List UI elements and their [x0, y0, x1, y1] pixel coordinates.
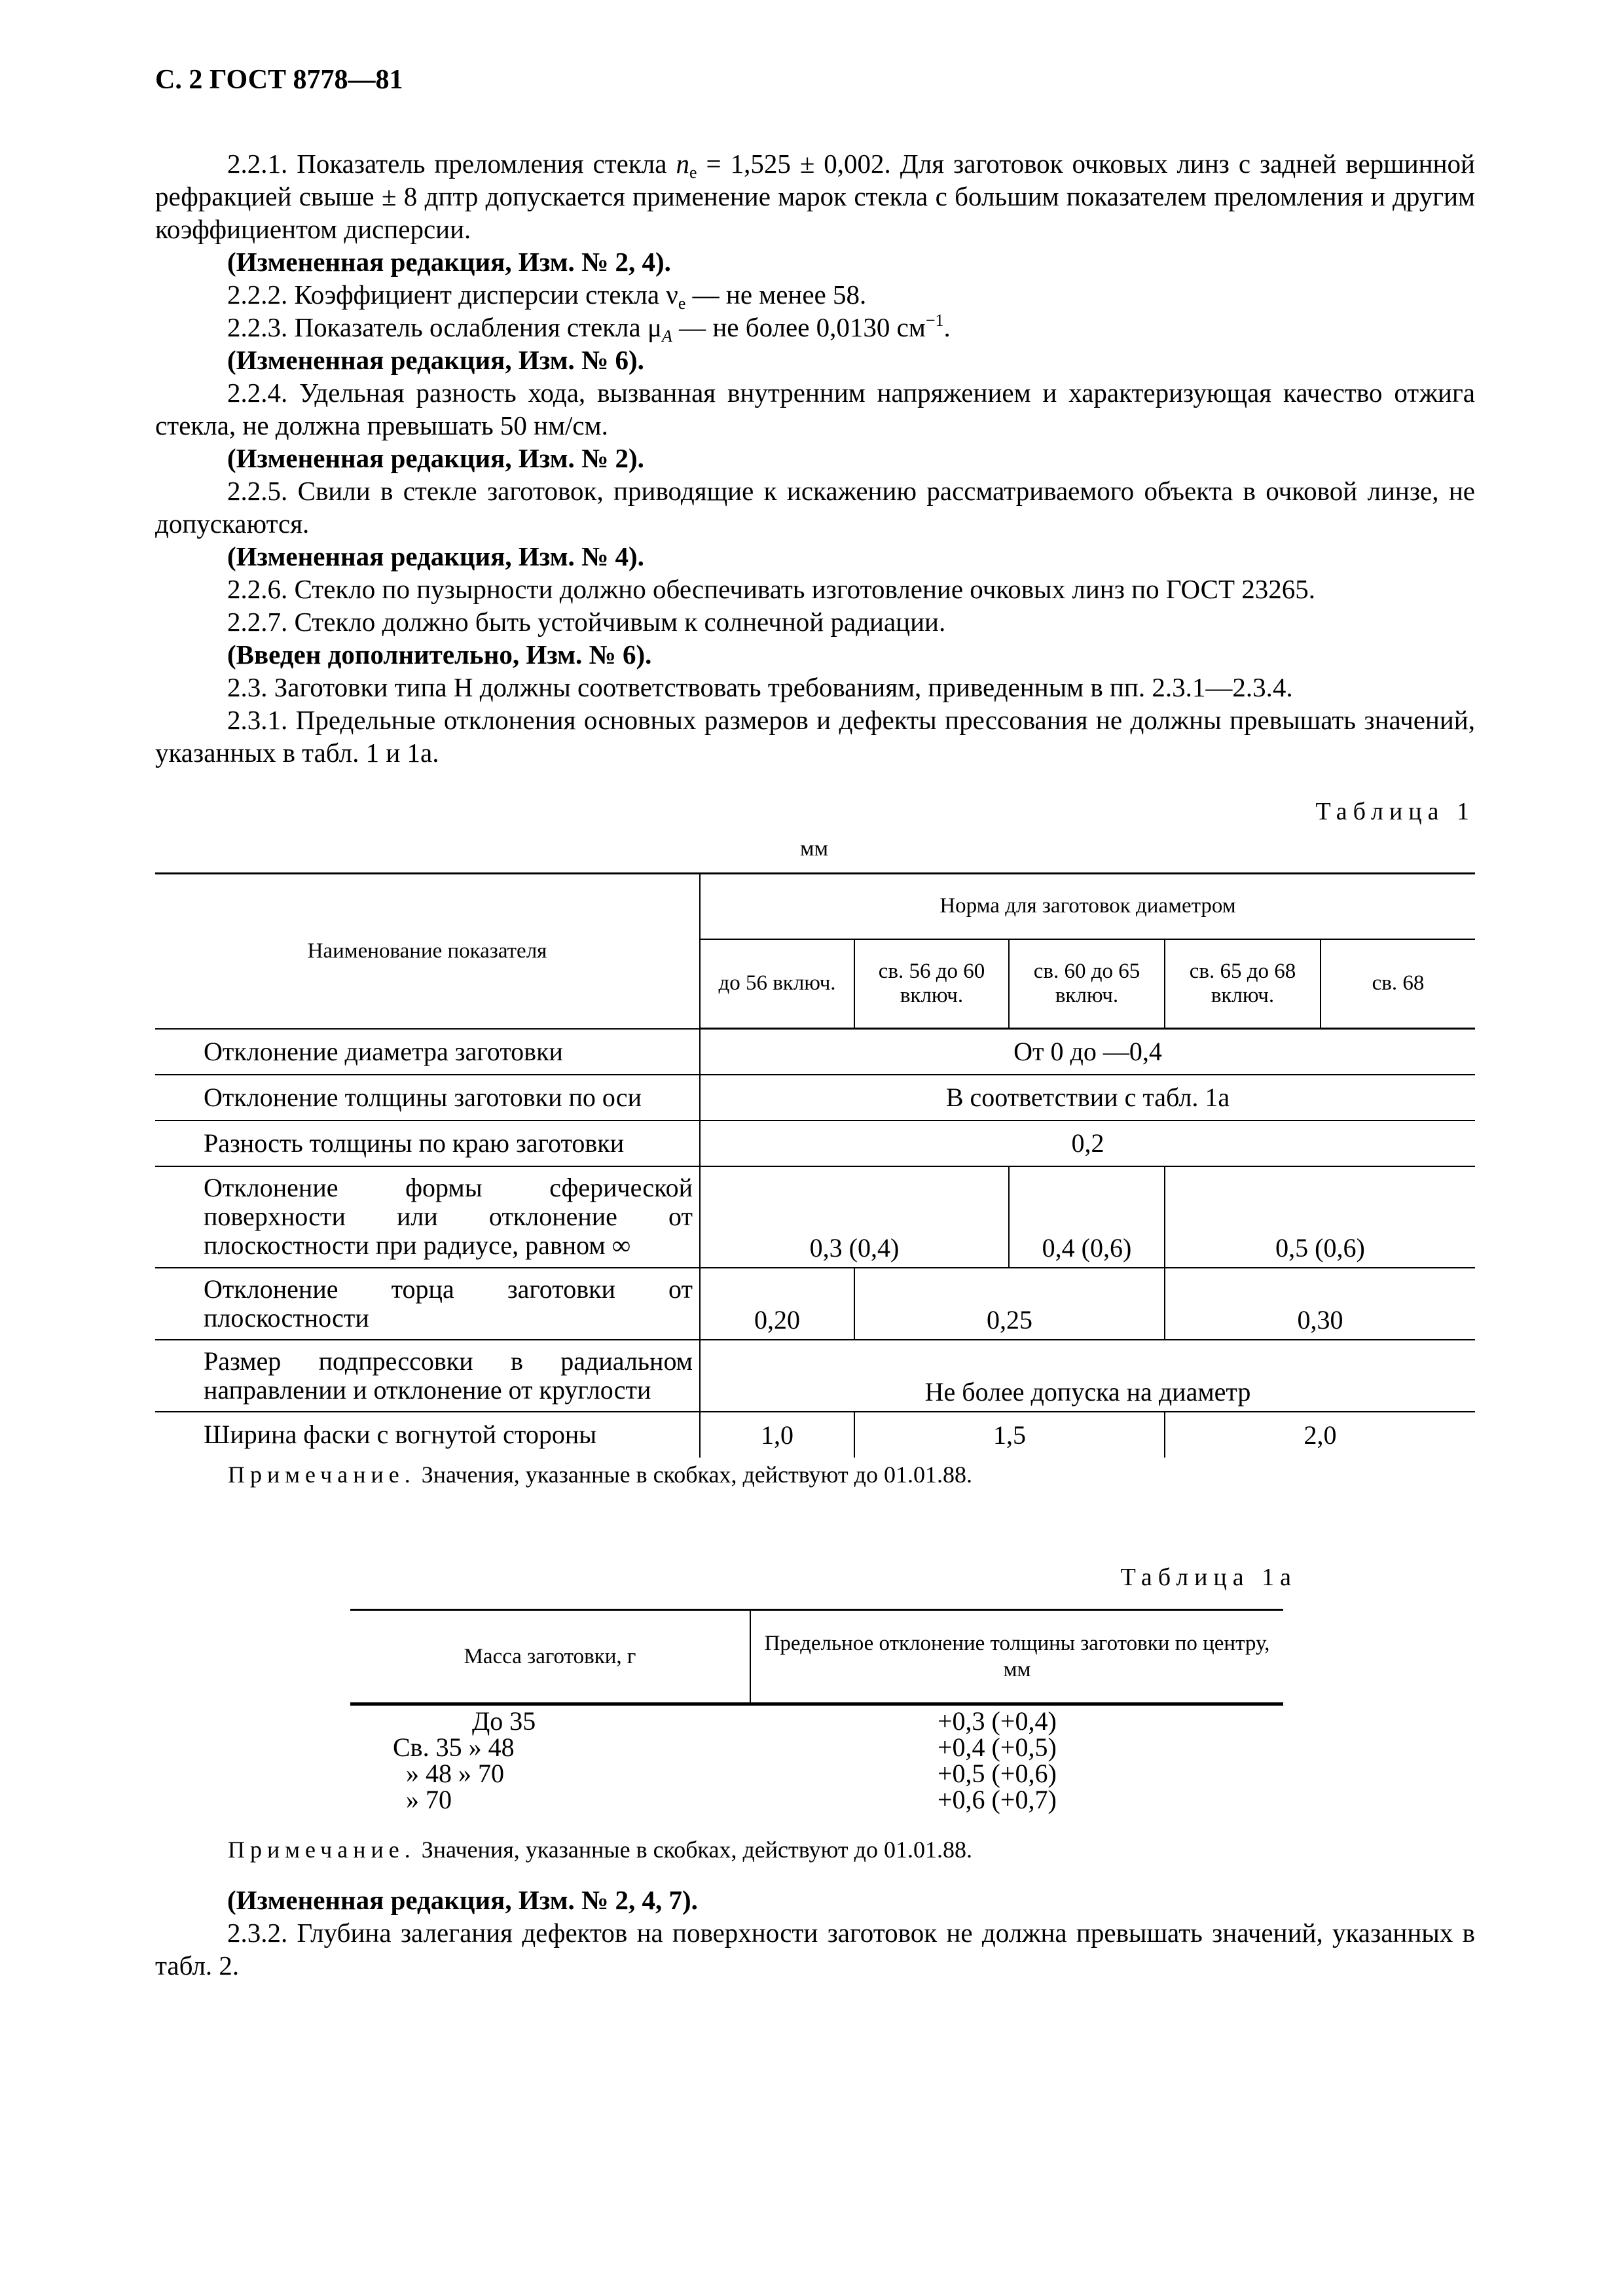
edition-note: (Измененная редакция, Изм. № 4). [227, 541, 644, 571]
deviation-cell: +0,5 (+0,6) [938, 1759, 1057, 1788]
row-label: Отклонение формы сферической поверхности или отклонение от плоскостности при радиусе, равном ∞ [155, 1166, 700, 1268]
page-header: С. 2 ГОСТ 8778—81 [155, 65, 403, 95]
deviation-cell: +0,3 (+0,4) [938, 1706, 1057, 1736]
cell-value: 0,20 [700, 1268, 854, 1340]
mass-cell: Св. 35 » 48 [393, 1732, 515, 1762]
table-row [155, 1075, 1475, 1121]
table-1 [155, 872, 1475, 1458]
table-row [350, 1708, 1283, 1734]
header-group: Норма для заготовок диаметром [700, 874, 1475, 939]
cell-value: 0,2 [700, 1121, 1475, 1166]
table-row [155, 1029, 1475, 1075]
table-row [155, 1340, 1475, 1412]
cell-value: 1,5 [854, 1412, 1165, 1458]
deviation-cell: +0,6 (+0,7) [938, 1785, 1057, 1814]
row-label: Разность толщины по краю заготовки [155, 1121, 700, 1166]
paragraph-2-2-1: 2.2.1. Показатель преломления стекла $n_e = 1,525 \pm 0,002$. Для заготовок очковых линз с задней вершинной рефракцией свыше ± 8 дптр допускается применение марок стекла с большим показателем преломления и другим коэффициентом дисперсии. [155, 149, 1476, 244]
table1a-body [350, 1708, 1283, 1813]
paragraph-2-2-6: 2.2.6. Стекло по пузырности должно обеспечивать изготовление очковых линз по ГОСТ 23265. [227, 574, 1316, 604]
table1-unit: мм [800, 836, 829, 861]
edition-note: (Введен дополнительно, Изм. № 6). [227, 639, 652, 670]
row-label: Отклонение торца заготовки от плоскостности [155, 1268, 700, 1340]
cell-value: 0,3 (0,4) [700, 1166, 1009, 1268]
cell-value: 0,4 (0,6) [1009, 1166, 1165, 1268]
table-row [155, 1412, 1475, 1458]
table1a-caption: Таблица 1а [1120, 1564, 1297, 1591]
table-row [350, 1761, 1283, 1787]
footer-text [155, 1884, 1475, 1982]
mass-cell: » 48 » 70 [406, 1759, 504, 1788]
paragraph-2-3-2: 2.3.2. Глубина залегания дефектов на поверхности заготовок не должна превышать значений, указанных в табл. 2. [155, 1918, 1475, 1981]
table1-caption: Таблица 1 [1315, 798, 1475, 825]
cell-value: 0,25 [854, 1268, 1165, 1340]
column-header: до 56 включ. [700, 939, 854, 1029]
table1a-note: Примечание. Значения, указанные в скобках, действуют до 01.01.88. [228, 1837, 972, 1863]
table-row [155, 1121, 1475, 1166]
cell-value: 0,5 (0,6) [1165, 1166, 1475, 1268]
paragraph-2-3-1: 2.3.1. Предельные отклонения основных размеров и дефекты прессования не должны превышать значений, указанных в табл. 1 и 1а. [155, 705, 1475, 768]
table-row [350, 1734, 1283, 1761]
edition-note: (Измененная редакция, Изм. № 2, 4, 7). [227, 1885, 698, 1915]
paragraph-2-2-5: 2.2.5. Свили в стекле заготовок, приводящие к искажению рассматриваемого объекта в очковой линзе, не допускаются. [155, 476, 1475, 539]
header-deviation: Предельное отклонение толщины заготовки по центру, мм [750, 1610, 1283, 1704]
edition-note: (Измененная редакция, Изм. № 2). [227, 443, 644, 473]
mass-cell: » 70 [406, 1785, 452, 1814]
paragraph-2-2-7: 2.2.7. Стекло должно быть устойчивым к солнечной радиации. [227, 607, 946, 637]
cell-value: Не более допуска на диаметр [700, 1340, 1475, 1412]
header-mass: Масса заготовки, г [350, 1610, 750, 1704]
table-row [350, 1787, 1283, 1813]
cell-value: 0,30 [1165, 1268, 1475, 1340]
paragraph-2-2-2: 2.2.2. Коэффициент дисперсии стекла $\nu_e$ — не менее 58. [227, 279, 867, 313]
table-1a [350, 1609, 1283, 1706]
deviation-cell: +0,4 (+0,5) [938, 1732, 1057, 1762]
table1-note: Примечание. Значения, указанные в скобках, действуют до 01.01.88. [228, 1462, 972, 1488]
column-header: св. 65 до 68 включ. [1165, 939, 1321, 1029]
row-label: Отклонение диаметра заготовки [155, 1029, 700, 1075]
row-label: Отклонение толщины заготовки по оси [155, 1075, 700, 1121]
column-header: св. 56 до 60 включ. [854, 939, 1009, 1029]
paragraph-2-2-3: 2.2.3. Показатель ослабления стекла $\mu_A$ — не более 0,0130 $см^{-1}$. [227, 311, 951, 346]
paragraph-2-3: 2.3. Заготовки типа Н должны соответствовать требованиям, приведенным в пп. 2.3.1—2.3.4. [227, 672, 1293, 702]
cell-value: 2,0 [1165, 1412, 1475, 1458]
table-row [155, 1166, 1475, 1268]
cell-value: От 0 до —0,4 [700, 1029, 1475, 1075]
body-text [155, 147, 1475, 769]
column-header: св. 68 [1321, 939, 1475, 1029]
cell-value: 1,0 [700, 1412, 854, 1458]
paragraph-2-2-4: 2.2.4. Удельная разность хода, вызванная внутренним напряжением и характеризующая качество отжига стекла, не должна превышать 50 нм/см. [155, 378, 1475, 440]
edition-note: (Измененная редакция, Изм. № 6). [227, 345, 644, 375]
header-name: Наименование показателя [155, 874, 700, 1029]
cell-value: В соответствии с табл. 1а [700, 1075, 1475, 1121]
table-row [155, 1268, 1475, 1340]
column-header: св. 60 до 65 включ. [1009, 939, 1165, 1029]
mass-cell: До 35 [472, 1706, 536, 1736]
edition-note: (Измененная редакция, Изм. № 2, 4). [227, 247, 671, 277]
row-label: Размер подпрессовки в радиальном направлении и отклонение от круглости [155, 1340, 700, 1412]
row-label: Ширина фаски с вогнутой стороны [155, 1412, 700, 1458]
